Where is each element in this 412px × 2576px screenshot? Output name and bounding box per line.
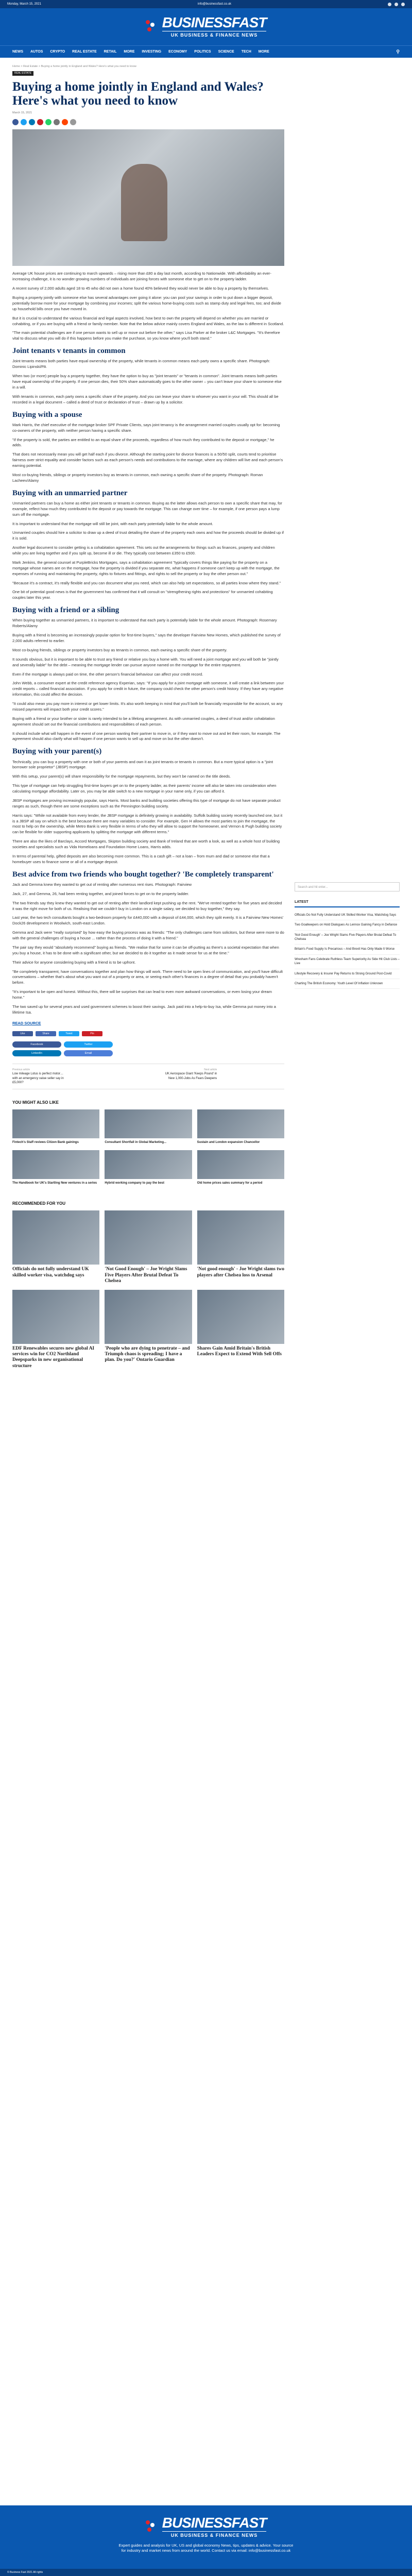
article-body-best-advice <box>12 882 284 1016</box>
paragraph: This type of mortgage can help struggling first-time buyers get on to the property ladder, as their parents' income will also be taken into consideration when calculating mortgage affordability. Later on, you may be able switch to a new mortgage in your name only, if you can afford it. <box>12 783 277 794</box>
paragraph: Technically, you can buy a property with one or both of your parents and own it as joint tenants or tenants in common. But a more typical option is a "joint borrower sole proprietor" (JBSP) mortgage. <box>12 759 273 770</box>
paragraph: In terms of parental help, gifted deposits are also becoming more common. This is a cash gift – not a loan – from mum and dad or someone else that a homebuyer uses to finance some or all of a mortgage deposit. <box>12 853 270 864</box>
site-logo[interactable] <box>146 15 267 39</box>
card-title: 'Not good enough' - Joe Wright slams two players after Chelsea loss to Arsenal <box>197 1267 284 1278</box>
paragraph: Harris says: "While not available from every lender, the JBSP mortgage is definitely growing in availability. Suffolk building society recently launched one, but it is a JBSP all say on which is the best because there are many variables to consider. For example, Gen H allows the most parties to join the mortgage, the most to help on the ownership, while Metro Bank is very flexible in terms of who they will allow to support the homeowner, and Vernon & Pugh building society can be flexible for older supporting applicants by splitting the mortgage with different terms." <box>12 813 283 835</box>
heading-joint-tenants: Joint tenants v tenants in common <box>12 347 126 356</box>
card-title: 'Not Good Enough' – Joe Wright Slams Five Players After Brutal Defeat To Chelsea <box>105 1267 187 1284</box>
paragraph: Most co-buying friends, siblings or property investors buy as tenants in common, each owning a specific share of the property. <box>12 647 228 652</box>
paragraph: "It could also mean you pay more in interest or get lower limits. It's also worth keeping in mind that you'll both be financially responsible for the account, so any missed payments will impact both your credit scores." <box>12 701 283 712</box>
prev-title: Low mileage Lotus is perfect motor… with an emergency value seller say in £5,000? <box>12 1072 64 1084</box>
card-title: Consultant Shortfall in Global Marketing... <box>105 1141 166 1144</box>
social-icons <box>388 3 405 6</box>
share-pill-buttons <box>12 1041 115 1056</box>
paragraph: With this setup, your parent(s) will share responsibility for the mortgage repayments, but they won't be named on the title deeds. <box>12 774 231 779</box>
paragraph: "Because it's a contract, it's really flexible and you can document what you need, which can also help set expectations, so all parties know where they stand." <box>12 580 281 585</box>
next-article-link[interactable] <box>162 1068 284 1085</box>
paragraph: Another legal document to consider getting is a cohabitation agreement. This sets out the arrangements for things such as finances, property and children while you are living together and if you split up, become ill or die. They typically cost between £350 to £500. <box>12 545 275 555</box>
nav-item-retail[interactable]: RETAIL <box>104 49 117 54</box>
heading-spouse: Buying with a spouse <box>12 410 82 419</box>
card-thumbnail <box>12 1150 99 1179</box>
top-bar-email[interactable]: info@businessfast.co.uk <box>197 2 232 6</box>
email-pill-button[interactable]: Email <box>64 1050 113 1056</box>
card-thumbnail <box>12 1210 99 1265</box>
article-title: Buying a home jointly in England and Wales? Here's what you need to know <box>12 79 264 108</box>
article-body-intro <box>12 271 284 342</box>
top-bar-date: Monday, March 15, 2021 <box>7 2 41 6</box>
paragraph: John Webb, a consumer expert at the credit reference agency Experian, says: "If you apply for a joint mortgage with someone, it will create a link between your credit reports – called financial association. If you apply for credit in future, the company could check the other person's credit history. If they have any negative information, this could affect the decision. <box>12 681 284 697</box>
paragraph: When two (or more) people buy a property together, they have the option to buy as "joint tenants" or "tenants in common". Joint tenants means both parties have equal ownership of the property. If one person dies, their 50% share automatically goes to the other owner – you can't leave your share to someone else in a will. <box>12 374 282 390</box>
paragraph: When buying together as unmarried partners, it is important to understand that each party is potentially liable for the whole amount. Photograph: Rosemary Roberts/Alamy <box>12 618 277 629</box>
sidebar-item[interactable]: Britain's Food Supply Is Precarious – And Brexit Has Only Made It Worse <box>295 945 400 954</box>
card[interactable] <box>12 1109 99 1144</box>
card[interactable] <box>12 1210 99 1284</box>
paragraph: That does not necessarily mean you will get half each if you divorce. Although the starting point for divorce finances is a 50/50 split, courts tend to prioritise fairness over strict equality and consider factors such as each person's needs and contributions to the marriage, where any children will live and each person's earning potential. <box>12 452 283 468</box>
site-header <box>0 8 412 45</box>
card-title: Officials do not fully understand UK skilled worker visa, watchdog says <box>12 1267 89 1278</box>
paragraph: "It's important to be open and honest. Without this, there will be surprises that can lead to even more awkward conversations, or even losing your dream home." <box>12 989 272 1000</box>
paragraph: Mark Harris, the chief executive of the mortgage broker SPF Private Clients, says joint tenancy is the arrangement married couples usually opt for: becoming co-owners of the property, with neither person having a specific share. <box>12 422 280 433</box>
paragraph: There are also the likes of Barclays, Accord Mortgages, Skipton building society and Bank of Ireland that are worth a look, as well as a whole host of building societies and specialists such as Vida Homeloans and Foundation Home Loans, Harris adds. <box>12 839 280 849</box>
card-thumbnail <box>197 1109 284 1138</box>
share-print-icon[interactable] <box>70 119 76 125</box>
sidebar-list <box>295 911 400 989</box>
share-whatsapp-icon[interactable] <box>45 119 52 125</box>
article-body-unmarried <box>12 501 284 601</box>
article-body-friend <box>12 618 284 742</box>
paragraph: It should include what will happen in the event of one person wanting their partner to move in, or if they want to move out and let their room, for example. The agreement should also clarify what will happen if one person wants to sell up and move on but the other doesn't. <box>12 731 281 742</box>
breadcrumb[interactable]: Home > Real Estate > Buying a home jointly in England and Wales? Here's what you need to know <box>12 65 136 68</box>
twitter-pill-button[interactable]: Twitter <box>64 1041 113 1048</box>
heading-best-advice: Best advice from two friends who bought together? 'Be completely transparent' <box>12 870 274 879</box>
card-thumbnail <box>105 1109 192 1138</box>
fb-share-button[interactable]: Share <box>36 1031 56 1036</box>
sidebar <box>295 58 400 1369</box>
card[interactable] <box>197 1150 284 1185</box>
sidebar-item[interactable]: Wrexham Fans Celebrate Ruthless Team Superiority As Side Hit Club Lists – Live <box>295 955 400 969</box>
nav-item-more[interactable]: MORE <box>124 49 135 54</box>
nav-item-news[interactable]: NEWS <box>12 49 23 54</box>
footer-logo[interactable] <box>0 2505 412 2539</box>
card-thumbnail <box>197 1210 284 1265</box>
footer-description: Expert guides and analysis for UK, US and global economy News, tips, updates & advice. Your source for industry and market news from around the world. Contact us via email: info@businessfast.co.uk <box>118 2543 294 2553</box>
paragraph: "If the property is sold, the parties are entitled to an equal share of the proceeds, regardless of how much they contributed to the deposit or mortgage," he adds. <box>12 437 274 448</box>
article-body-spouse <box>12 423 284 484</box>
nav-item-real-estate[interactable]: REAL ESTATE <box>72 49 97 54</box>
card-title: 'People who are dying to penetrate – and Triumph chaos is spreading; I have a plan. Do you?' Ontario Guardian <box>105 1345 190 1363</box>
paragraph: It is important to understand that the mortgage will still be joint, with each party potentially liable for the whole amount. <box>12 521 213 526</box>
card-thumbnail <box>197 1150 284 1179</box>
card-title: Hybrid working company to pay the best <box>105 1181 165 1185</box>
share-twitter-icon[interactable] <box>21 119 27 125</box>
nav-item-science[interactable]: SCIENCE <box>218 49 234 54</box>
prev-label: Previous article <box>12 1068 30 1072</box>
like-button[interactable]: Like <box>12 1031 33 1036</box>
paragraph: Joint tenants means both parties have equal ownership of the property, while tenants in common means each party owns a specific share. Photograph: Dominic Lipinski/PA <box>12 359 270 369</box>
nav-item-crypto[interactable]: CRYPTO <box>50 49 65 54</box>
logo-subtitle: UK BUSINESS & FINANCE NEWS <box>162 31 267 39</box>
category-badge[interactable]: REAL ESTATE <box>12 71 33 76</box>
card-thumbnail <box>197 1290 284 1344</box>
paragraph: Mark Jenkins, the general counsel at PurpleBricks Mortgages, says a cohabitation agreement "typically covers things like paying for the property on a mortgage whose names are on the mortgage, how the property is divided if you separate etc, what happens if someone can't keep up with the mortgage, the expenses of running and maintaining the property, rights to fixtures and fittings, and rights to sell the property or buy the other person out." <box>12 560 280 576</box>
logo-mark-icon <box>146 20 159 33</box>
footer-copyright: © Business Fast 2021 All rights <box>0 2569 412 2576</box>
card-thumbnail <box>105 1150 192 1179</box>
card[interactable] <box>105 1109 192 1144</box>
paragraph: JBSP mortgages are proving increasingly popular, says Harris. Most banks and building societies offering this type of mortgage do not have separate product ranges as such, though there are some exceptions such as the Pennington building society. <box>12 798 281 809</box>
card-title: Sustain and London expansion Chancellor <box>197 1141 260 1144</box>
footer-logo-text: BUSINESSFAST <box>162 2515 267 2531</box>
heading-parents: Buying with your parent(s) <box>12 747 102 756</box>
top-bar <box>0 0 412 8</box>
sidebar-item[interactable]: Charting The British Economy: Youth Level Of Inflation Unknown <box>295 979 400 989</box>
paragraph: It sounds obvious, but it is important to be able to trust any friend or relative you buy a home with. You will need a joint mortgage and you will both be "jointly and severally liable" for the debt – meaning the mortgage lender can pursue anyone named on the mortgage for the entire repayment. <box>12 656 279 667</box>
paragraph: The two friends say they knew they wanted to get out of renting after their landlord kept pushing up the rent. "We've rented together for five years and decided it was the right move for both of us. Realising that we couldn't buy in London on a single salary, we decided to buy together," they say. <box>12 900 282 911</box>
heading-friend: Buying with a friend or a sibling <box>12 606 119 615</box>
main-nav <box>0 45 412 58</box>
paragraph: "Be completely transparent, have conversations together and plan how things will work. There need to be open lines of communication, and you'll have difficult conversations – whether that's about what you want out of a property or area, or seeing each other's finances in a degree of detail that you probably haven't before. <box>12 969 283 985</box>
card-thumbnail <box>105 1290 192 1344</box>
paragraph: Even if the mortgage is always paid on time, the other person's financial behaviour can affect your credit record. <box>12 671 203 677</box>
sidebar-item[interactable]: Officials Do Not Fully Understand UK Skilled Worker Visa, Watchdog Says <box>295 911 400 920</box>
card-title: The Handbook for UK's Startling New ventures in a series <box>12 1181 97 1185</box>
facebook-icon[interactable] <box>388 3 391 6</box>
nav-item-autos[interactable]: AUTOS <box>30 49 43 54</box>
twitter-icon[interactable] <box>394 3 398 6</box>
nav-item-more-2[interactable]: MORE <box>258 49 269 54</box>
card[interactable] <box>197 1210 284 1284</box>
might-like-title: YOU MIGHT ALSO LIKE <box>12 1100 59 1105</box>
paragraph: Buying with a friend is becoming an increasingly popular option for first-time buyers," says the developer Fairview New Homes, which published the survey of 2,000 adults referred to earlier. <box>12 633 281 643</box>
share-bar <box>12 119 284 125</box>
card[interactable] <box>12 1290 99 1370</box>
footer-logo-subtitle: UK BUSINESS & FINANCE NEWS <box>162 2531 267 2539</box>
article <box>12 58 284 1369</box>
tweet-button[interactable]: Tweet <box>59 1031 79 1036</box>
heading-unmarried: Buying with an unmarried partner <box>12 489 128 497</box>
paragraph: One bit of potential good news is that the government has confirmed that it will consult on "strengthening rights and protections" for unmarried cohabiting couples later this year. <box>12 590 273 600</box>
sidebar-title: LATEST <box>295 900 400 907</box>
card[interactable] <box>12 1150 99 1185</box>
social-buttons <box>12 1031 284 1036</box>
card-thumbnail <box>105 1210 192 1265</box>
facebook-pill-button[interactable]: Facebook <box>12 1041 61 1048</box>
next-label: Next article <box>204 1068 217 1072</box>
linkedin-pill-button[interactable]: LinkedIn <box>12 1050 61 1056</box>
paragraph: Unmarried partners can buy a home as either joint tenants or tenants in common. Buying as the latter allows each person to own a specific share that may, for example, reflect how much they contributed to the deposit or pay towards the mortgage. This can change over time – for example, if one person pays a lump sum off the mortgage. <box>12 500 282 517</box>
next-title: UK Aerospace Giant 'Keeps Pound' in New 1,000-Jobs As Fears Deepens <box>165 1072 217 1080</box>
paragraph: The two saved up for several years and used government schemes to boost their savings. Jack paid into a help-to-buy Isa, while Gemma put money into a lifetime Isa. <box>12 1004 276 1015</box>
footer-logo-mark-icon <box>146 2520 159 2534</box>
sidebar-item[interactable]: Two Goalkeepers on Hold Dialogues As Lennox Gaining Fancy in Defiance <box>295 920 400 930</box>
card[interactable] <box>197 1109 284 1144</box>
read-source-link[interactable]: READ SOURCE <box>12 1020 41 1025</box>
recommended-grid <box>12 1210 284 1369</box>
share-reddit-icon[interactable] <box>62 119 68 125</box>
paragraph: Last year, the two tech consultants bought a two-bedroom property for £440,000 with a deposit of £44,000, which they split evenly. It is a Fairview New Homes' Dock26 development in Woolwich, south-east London. <box>12 915 284 926</box>
paragraph: The pair say they would "absolutely recommend" buying as friends. "We realise that for some it can be off-putting as there's a societal expectation that when you buy a house, it has to be done with a significant other, but we decided to do it together as it made sense for us at the time." <box>12 945 279 955</box>
nav-item-investing[interactable]: INVESTING <box>142 49 162 54</box>
recommended-title: RECOMMENDED FOR YOU <box>12 1201 65 1206</box>
sidebar-item[interactable]: 'Not Good Enough' – Joe Wright Slams Five Players After Brutal Defeat To Chelsea <box>295 931 400 945</box>
share-linkedin-icon[interactable] <box>29 119 35 125</box>
article-body-joint <box>12 359 284 405</box>
site-footer <box>0 2505 412 2576</box>
paragraph: Buying a property jointly with someone else has several advantages over going it alone: you can pool your savings in order to put down a bigger deposit, potentially borrow more for your mortgage by combining your incomes; split the various home-buying costs such as stamp duty and legal fees, too; and divide up household bills once you have moved in. <box>12 295 281 311</box>
logo-text: BUSINESSFAST <box>162 14 267 30</box>
might-like-grid <box>12 1109 284 1185</box>
card[interactable] <box>197 1290 284 1370</box>
share-email-icon[interactable] <box>54 119 60 125</box>
card[interactable] <box>105 1210 192 1284</box>
article-date: March 15, 2021 <box>12 111 32 114</box>
share-pinterest-icon[interactable] <box>37 119 43 125</box>
paragraph: But it is crucial to understand the various financial and legal aspects involved, how best to own the property will depend on whether you are married or cohabiting, or if you are buying with a friend or family member. Note that the below advice mainly covers England and Wales, as the law is different in Scotland. <box>12 315 284 326</box>
card-thumbnail <box>12 1109 99 1138</box>
linkedin-icon[interactable] <box>401 3 405 6</box>
share-facebook-icon[interactable] <box>12 119 19 125</box>
paragraph: A recent survey of 2,000 adults aged 18 to 45 who did not own a home found 40% believed they would never be able to buy a property by themselves. <box>12 286 269 291</box>
sidebar-search-input[interactable]: Search and hit enter... <box>295 882 400 891</box>
article-body-parents <box>12 760 284 865</box>
card-title: Fintech's Staff reviews Citizen Bank gainings <box>12 1141 79 1144</box>
paragraph: "The main potential challenges are if one person wants to sell up or move out before the other," says Lisa Parker at the broker L&C Mortgages. "It's therefore vital to discuss what you will do if this happens before you make the purchase, so you know where you'll both stand." <box>12 330 280 341</box>
paragraph: With tenants in common, each party owns a specific share of the property. And you can leave your share to whoever you want in your will. This should all be recorded in a legal document – called a deed of trust or declaration of trust – drawn up by a solicitor. <box>12 394 279 405</box>
paragraph: Gemma and Jack were "really surprised" by how easy the buying process was as friends: "The only challenges came from solicitors, but these were more to do with the general challenges of buying a house ... rather than the process of doing it with a friend." <box>12 930 284 940</box>
pin-button[interactable]: Pin <box>82 1031 102 1036</box>
nav-item-economy[interactable]: ECONOMY <box>168 49 187 54</box>
nav-item-politics[interactable]: POLITICS <box>194 49 211 54</box>
card[interactable] <box>105 1150 192 1185</box>
paragraph: Unmarried couples should hire a solicitor to draw up a deed of trust detailing the share of the property each owns and how the proceeds should be divided up if it is sold. <box>12 530 284 541</box>
sidebar-item[interactable]: Lifestyle Recovery & Insurer Pay Returns to Strong Ground Post-Covid <box>295 969 400 979</box>
card[interactable] <box>105 1290 192 1370</box>
paragraph: Jack and Gemma knew they wanted to get out of renting after numerous rent rises. Photograph: Fairview <box>12 882 192 887</box>
paragraph: Jack, 27, and Gemma, 26, had been renting together, and joined forces to get on to the property ladder. <box>12 891 190 896</box>
prev-article-link[interactable] <box>12 1068 135 1085</box>
paragraph: Most co-buying friends, siblings or property investors buy as tenants in common, each owning a specific share of the property. Photograph: Roman Lacheev/Alamy <box>12 472 263 483</box>
card-title: Old home prices sales summary for a period <box>197 1181 263 1185</box>
paragraph: Buying with a friend or your brother or sister is rarely intended to be a lifelong arrangement. As with unmarried couples, a deed of trust and/or cohabitation agreement should set out the financial contributions and responsibilities of each person. <box>12 716 275 727</box>
paragraph: Their advice for anyone considering buying with a friend is to be upfront. <box>12 959 136 965</box>
nav-item-tech[interactable]: TECH <box>241 49 251 54</box>
card-title: Shares Gain Amid Britain's British Leaders Expect to Extend With Sell Offs <box>197 1345 282 1357</box>
search-icon[interactable]: ⚲ <box>396 49 400 55</box>
card-title: EDF Renewables secures new global AI services win for CO2 Northland Deepsparks in new organisational structure <box>12 1345 95 1369</box>
card-thumbnail <box>12 1290 99 1344</box>
paragraph: Average UK house prices are continuing to march upwards – rising more than £80 a day last month, according to Nationwide. With affordability an ever-increasing challenge, it is no wonder growing numbers of individuals are joining forces with someone else to get on to the property ladder. <box>12 271 271 282</box>
prev-next-nav <box>12 1064 284 1089</box>
hero-image <box>12 129 284 266</box>
